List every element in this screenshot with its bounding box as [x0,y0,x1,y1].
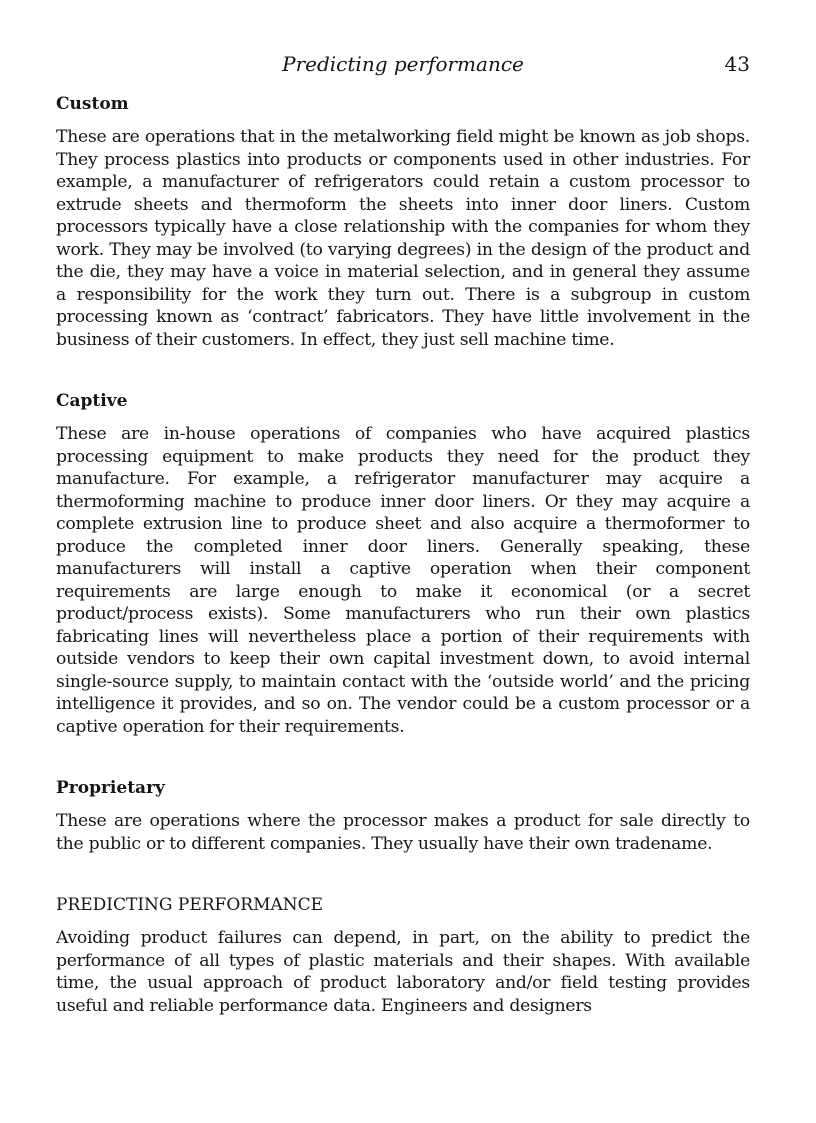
proprietary-paragraph: These are operations where the processor makes a product for sale directly to the public or to different companies. They usually have their own tradename. [56,811,750,854]
captive-heading: Captive [56,391,128,411]
captive-paragraph: These are in-house operations of companies who have acquired plastics processing equipment to make products they need for the product they manufacture. For example, a refrigerator manufacturer may acquire a thermoforming machine to produce inner door liners. Or they may acquire a complete extrusion line to produce sheet and also acquire a thermoformer to produce the completed inner door liners. Generally speaking, these manufacturers will install a captive operation when their component requirements are large enough to make it economical (or a secret product/process exists). Some manufacturers who run their own plastics fabricating lines will nevertheless place a portion of their requirements with outside vendors to keep their own capital investment down, to avoid internal single-source supply, to maintain contact with the ‘outside world’ and the pricing intelligence it provides, and so on. The vendor could be a custom processor or a captive operation for their requirements. [56,424,750,737]
page-body [56,90,750,1017]
custom-heading: Custom [56,94,129,114]
running-head [56,50,750,78]
predicting-performance-heading: PREDICTING PERFORMANCE [56,895,324,915]
running-title: Predicting performance [282,52,524,76]
predicting-performance-paragraph: Avoiding product failures can depend, in part, on the ability to predict the performance of all types of plastic materials and their shapes. With available time, the usual approach of product laboratory and/or field testing provides useful and reliable performance data. Engineers and designers [56,928,750,1016]
custom-paragraph: These are operations that in the metalworking field might be known as job shops. They process plastics into products or components used in other industries. For example, a manufacturer of refrigerators could retain a custom processor to extrude sheets and thermoform the sheets into inner door liners. Custom processors typically have a close relationship with the companies for whom they work. They may be involved (to varying degrees) in the design of the product and the die, they may have a voice in material selection, and in general they assume a responsibility for the work they turn out. There is a subgroup in custom processing known as ‘contract’ fabricators. They have little involvement in the business of their customers. In effect, they just sell machine time. [56,127,750,350]
proprietary-heading: Proprietary [56,778,165,798]
page-number: 43 [724,52,750,76]
